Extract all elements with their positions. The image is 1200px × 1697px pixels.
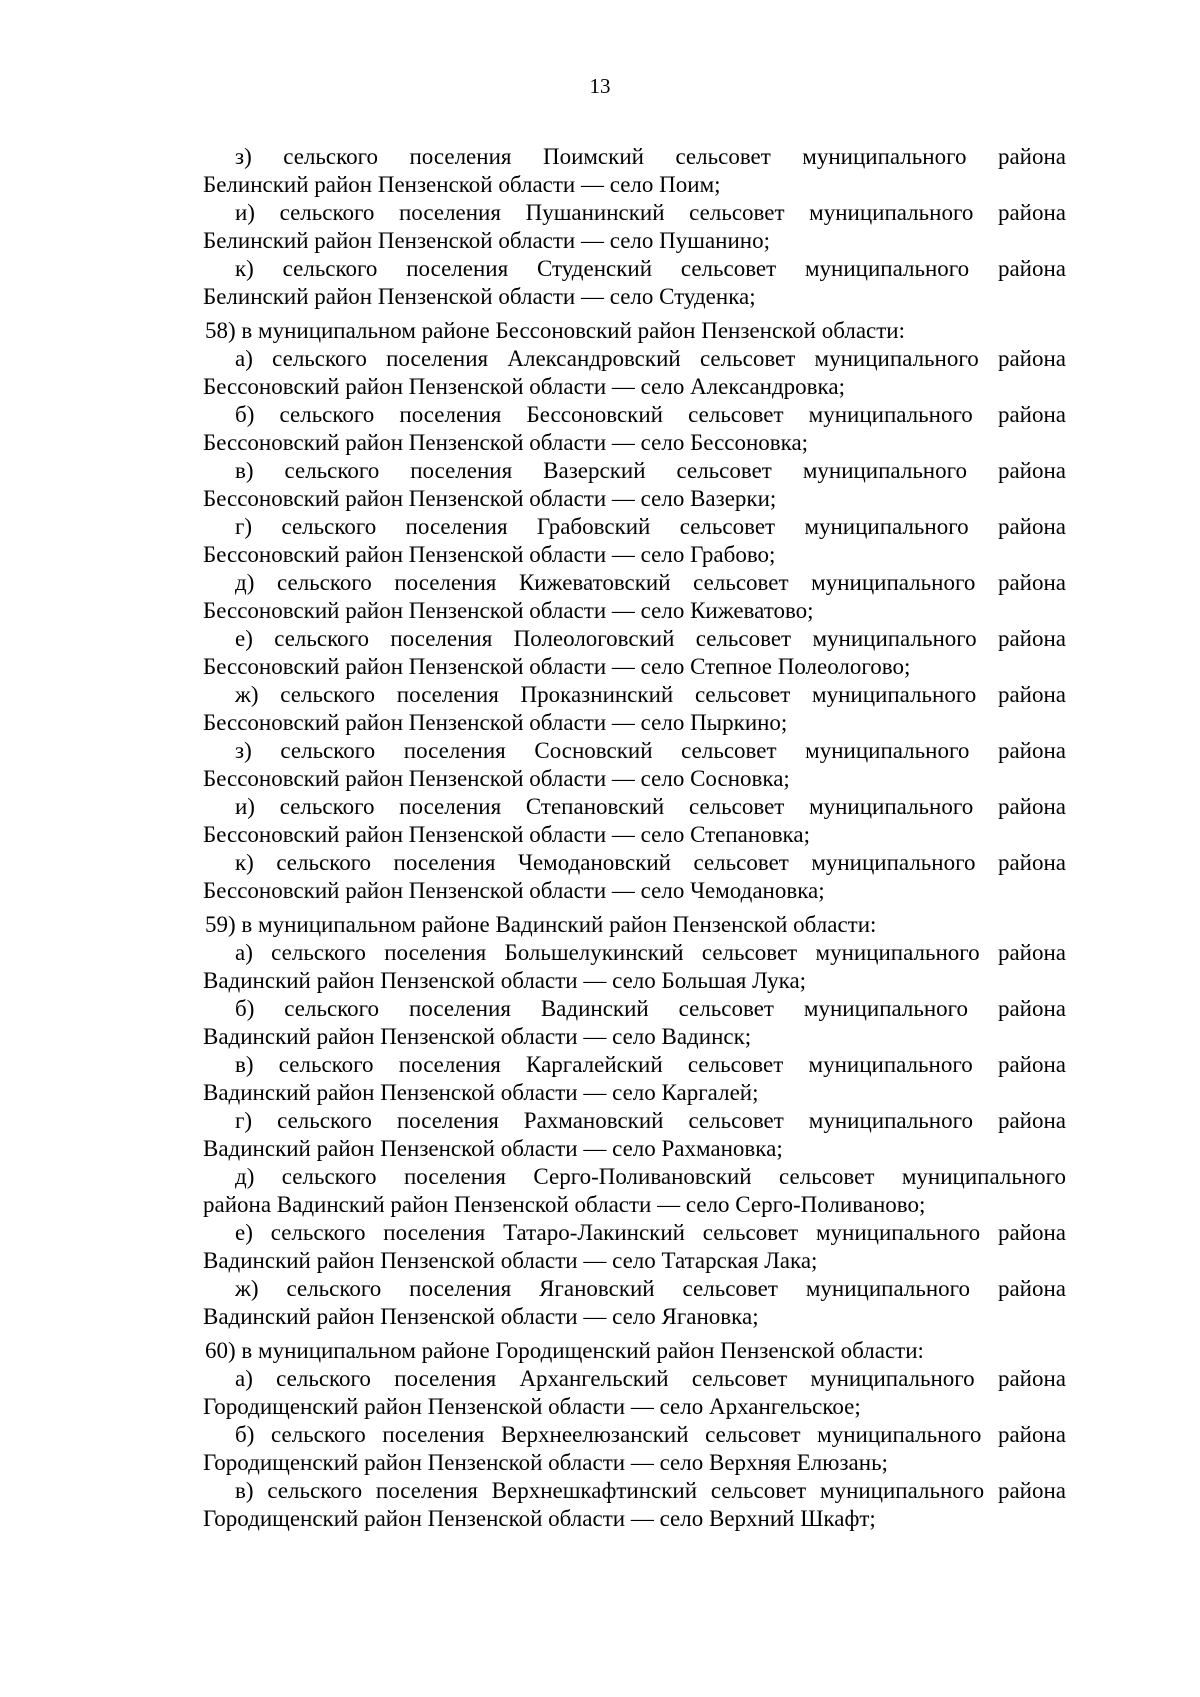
list-item-line-1: а) сельского поселения Архангельский сельсовет муниципального района bbox=[235, 1366, 1066, 1391]
list-item bbox=[203, 457, 1066, 513]
list-item-line-1: д) сельского поселения Кижеватовский сельсовет муниципального района bbox=[235, 570, 1066, 595]
list-item bbox=[203, 1275, 1066, 1331]
list-item bbox=[203, 199, 1066, 255]
list-item bbox=[203, 143, 1066, 199]
list-item-line-1: б) сельского поселения Вадинский сельсовет муниципального района bbox=[235, 996, 1066, 1021]
list-item-line-1: к) сельского поселения Чемодановский сельсовет муниципального района bbox=[235, 850, 1066, 875]
section-heading: 59) в муниципальном районе Вадинский район Пензенской области: bbox=[205, 912, 877, 937]
list-item-line-1: в) сельского поселения Верхнешкафтинский сельсовет муниципального района bbox=[235, 1478, 1066, 1503]
list-item-line-1: ж) сельского поселения Проказнинский сельсовет муниципального района bbox=[235, 682, 1066, 707]
list-item-line-2: Бессоновский район Пензенской области — село Степановка; bbox=[203, 822, 810, 847]
list-item-line-1: з) сельского поселения Поимский сельсовет муниципального района bbox=[235, 144, 1066, 169]
list-item-line-1: д) сельского поселения Серго-Поливановский сельсовет муниципального bbox=[235, 1164, 1066, 1189]
list-item-line-2: Вадинский район Пензенской области — село Рахмановка; bbox=[203, 1136, 783, 1161]
list-item-line-1: з) сельского поселения Сосновский сельсовет муниципального района bbox=[235, 738, 1066, 763]
list-item-line-1: е) сельского поселения Полеологовский сельсовет муниципального района bbox=[235, 626, 1066, 651]
list-item-line-1: г) сельского поселения Рахмановский сельсовет муниципального района bbox=[235, 1108, 1066, 1133]
list-item bbox=[203, 1107, 1066, 1163]
list-item-line-2: Бессоновский район Пензенской области — село Александровка; bbox=[203, 374, 845, 399]
section-heading: 60) в муниципальном районе Городищенский район Пензенской области: bbox=[205, 1338, 924, 1363]
list-item-line-1: ж) сельского поселения Ягановский сельсовет муниципального района bbox=[235, 1276, 1066, 1301]
list-item-line-2: Бессоновский район Пензенской области — село Степное Полеологово; bbox=[203, 654, 911, 679]
list-item-line-2: Бессоновский район Пензенской области — село Пыркино; bbox=[203, 710, 788, 735]
list-item-line-2: Вадинский район Пензенской области — село Татарская Лака; bbox=[203, 1248, 818, 1273]
section-heading: 58) в муниципальном районе Бессоновский район Пензенской области: bbox=[205, 318, 905, 343]
list-item-line-1: г) сельского поселения Грабовский сельсовет муниципального района bbox=[235, 514, 1066, 539]
list-item bbox=[203, 1219, 1066, 1275]
list-item-line-2: Городищенский район Пензенской области — село Верхняя Елюзань; bbox=[203, 1450, 888, 1475]
list-item-line-2: Вадинский район Пензенской области — село Большая Лука; bbox=[203, 968, 807, 993]
list-item bbox=[203, 1421, 1066, 1477]
list-item bbox=[203, 681, 1066, 737]
list-item-line-2: Вадинский район Пензенской области — село Ягановка; bbox=[203, 1304, 759, 1329]
page-number: 13 bbox=[589, 74, 611, 98]
list-item-line-1: а) сельского поселения Большелукинский сельсовет муниципального района bbox=[235, 940, 1066, 965]
list-item bbox=[203, 401, 1066, 457]
list-item bbox=[203, 1477, 1066, 1533]
list-item-line-1: б) сельского поселения Бессоновский сельсовет муниципального района bbox=[235, 402, 1066, 427]
list-item bbox=[203, 255, 1066, 311]
list-item bbox=[203, 737, 1066, 793]
list-item bbox=[203, 1051, 1066, 1107]
list-item-line-1: в) сельского поселения Каргалейский сельсовет муниципального района bbox=[235, 1052, 1066, 1077]
document-body bbox=[203, 143, 1066, 1533]
list-item-line-2: Белинский район Пензенской области — село Студенка; bbox=[203, 284, 756, 309]
list-item-line-2: Городищенский район Пензенской области — село Верхний Шкафт; bbox=[203, 1506, 876, 1531]
list-item-line-1: б) сельского поселения Верхнеелюзанский сельсовет муниципального района bbox=[235, 1422, 1066, 1447]
list-item bbox=[203, 939, 1066, 995]
list-item-line-2: Бессоновский район Пензенской области — село Грабово; bbox=[203, 542, 776, 567]
list-item bbox=[203, 569, 1066, 625]
list-item-line-1: а) сельского поселения Александровский сельсовет муниципального района bbox=[235, 346, 1066, 371]
list-item-line-1: и) сельского поселения Пушанинский сельсовет муниципального района bbox=[235, 200, 1066, 225]
list-item bbox=[203, 345, 1066, 401]
list-item-line-2: Бессоновский район Пензенской области — село Сосновка; bbox=[203, 766, 790, 791]
list-item bbox=[203, 513, 1066, 569]
list-item bbox=[203, 625, 1066, 681]
list-item-line-1: и) сельского поселения Степановский сельсовет муниципального района bbox=[235, 794, 1066, 819]
list-item-line-2: Белинский район Пензенской области — село Поим; bbox=[203, 172, 721, 197]
list-item-line-1: е) сельского поселения Татаро-Лакинский сельсовет муниципального района bbox=[235, 1220, 1066, 1245]
list-item-line-2: Бессоновский район Пензенской области — село Вазерки; bbox=[203, 486, 777, 511]
list-item-line-2: Вадинский район Пензенской области — село Вадинск; bbox=[203, 1024, 752, 1049]
list-item-line-1: в) сельского поселения Вазерский сельсовет муниципального района bbox=[235, 458, 1066, 483]
list-item bbox=[203, 1163, 1066, 1219]
list-item-line-2: Бессоновский район Пензенской области — село Чемодановка; bbox=[203, 878, 825, 903]
list-item-line-2: Бессоновский район Пензенской области — село Кижеватово; bbox=[203, 598, 814, 623]
list-item-line-2: Городищенский район Пензенской области — село Архангельское; bbox=[203, 1394, 861, 1419]
list-item-line-1: к) сельского поселения Студенский сельсовет муниципального района bbox=[235, 256, 1066, 281]
list-item-line-2: района Вадинский район Пензенской области — село Серго-Поливаново; bbox=[203, 1192, 926, 1217]
list-item-line-2: Вадинский район Пензенской области — село Каргалей; bbox=[203, 1080, 759, 1105]
list-item bbox=[203, 1365, 1066, 1421]
list-item-line-2: Белинский район Пензенской области — село Пушанино; bbox=[203, 228, 770, 253]
list-item bbox=[203, 995, 1066, 1051]
list-item bbox=[203, 793, 1066, 849]
list-item bbox=[203, 849, 1066, 905]
list-item-line-2: Бессоновский район Пензенской области — село Бессоновка; bbox=[203, 430, 809, 455]
